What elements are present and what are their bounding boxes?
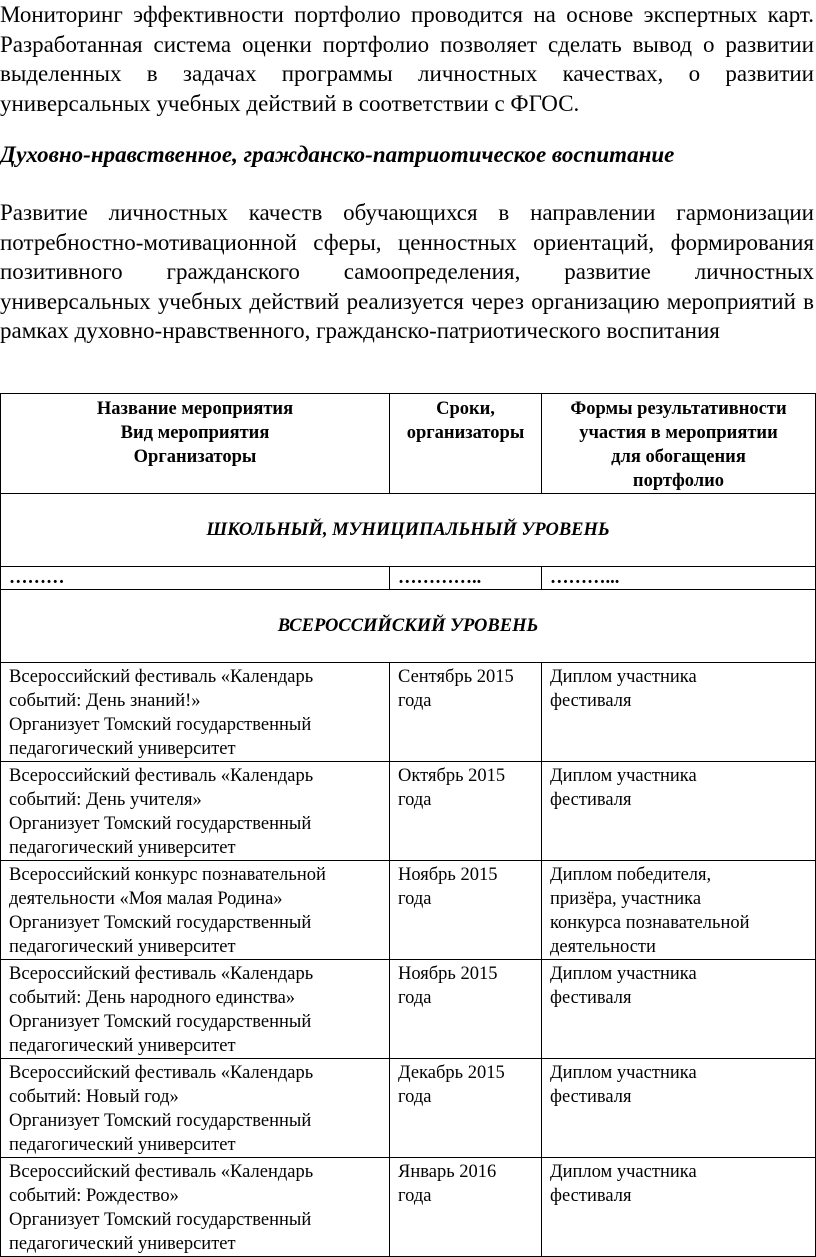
cell-line: Октябрь 2015	[398, 766, 506, 786]
cell-line: педагогический университет	[9, 838, 236, 858]
header-line: Организаторы	[133, 447, 257, 467]
cell-line: Всероссийский фестиваль «Календарь	[9, 1063, 314, 1083]
event-result-cell	[542, 1158, 816, 1257]
cell-line: Диплом участника	[550, 1162, 697, 1182]
event-rows	[1, 663, 816, 1257]
event-result-cell	[542, 960, 816, 1059]
header-line: участия в мероприятии	[579, 423, 778, 443]
header-line: Вид мероприятия	[120, 423, 270, 443]
events-table	[0, 393, 816, 1257]
level-title-school: ШКОЛЬНЫЙ, МУНИЦИПАЛЬНЫЙ УРОВЕНЬ	[1, 494, 816, 567]
cell-line: деятельности	[550, 937, 656, 957]
cell-line: Организует Томский государственный	[9, 1012, 312, 1032]
event-name-cell	[1, 762, 390, 861]
cell-line: событий: День народного единства»	[9, 988, 296, 1008]
header-results	[542, 394, 816, 494]
event-result-cell	[542, 663, 816, 762]
cell-line: года	[398, 790, 432, 810]
header-line: организаторы	[406, 423, 525, 443]
event-result-cell	[542, 1059, 816, 1158]
cell-line: Организует Томский государственный	[9, 1111, 312, 1131]
table-row	[1, 1158, 816, 1257]
cell-line: Всероссийский конкурс познавательной	[9, 865, 326, 885]
cell-line: фестиваля	[550, 691, 632, 711]
cell-line: конкурса познавательной	[550, 913, 750, 933]
event-result-cell	[542, 861, 816, 960]
cell-line: Ноябрь 2015	[398, 964, 498, 984]
cell-line: педагогический университет	[9, 1135, 236, 1155]
event-date-cell	[390, 960, 542, 1059]
cell-line: Диплом участника	[550, 667, 697, 687]
cell-line: Диплом победителя,	[550, 865, 712, 885]
cell-line: педагогический университет	[9, 1036, 236, 1056]
cell-line: Всероссийский фестиваль «Календарь	[9, 964, 314, 984]
event-date-cell	[390, 1059, 542, 1158]
event-name-cell	[1, 1158, 390, 1257]
header-line: Сроки,	[436, 399, 495, 419]
table-row	[1, 762, 816, 861]
placeholder-cell: ………	[1, 567, 390, 590]
cell-line: фестиваля	[550, 1186, 632, 1206]
event-name-cell	[1, 861, 390, 960]
cell-line: фестиваля	[550, 1087, 632, 1107]
cell-line: фестиваля	[550, 790, 632, 810]
cell-line: Диплом участника	[550, 766, 697, 786]
table-row	[1, 663, 816, 762]
cell-line: Всероссийский фестиваль «Календарь	[9, 766, 314, 786]
placeholder-row	[1, 567, 816, 590]
cell-line: Организует Томский государственный	[9, 913, 312, 933]
cell-line: года	[398, 691, 432, 711]
event-date-cell	[390, 1158, 542, 1257]
event-name-cell	[1, 960, 390, 1059]
cell-line: Организует Томский государственный	[9, 814, 312, 834]
placeholder-cell: ………...	[542, 567, 816, 590]
level-row-russia	[1, 590, 816, 663]
cell-line: Январь 2016	[398, 1162, 497, 1182]
cell-line: года	[398, 889, 432, 909]
cell-line: Ноябрь 2015	[398, 865, 498, 885]
header-line: Название мероприятия	[96, 399, 294, 419]
cell-line: Сентябрь 2015	[398, 667, 514, 687]
cell-line: фестиваля	[550, 988, 632, 1008]
table-header-row	[1, 394, 816, 494]
cell-line: года	[398, 1186, 432, 1206]
cell-line: Диплом участника	[550, 964, 697, 984]
cell-line: Организует Томский государственный	[9, 1210, 312, 1230]
cell-line: Организует Томский государственный	[9, 715, 312, 735]
event-date-cell	[390, 663, 542, 762]
event-date-cell	[390, 762, 542, 861]
table-row	[1, 960, 816, 1059]
header-line: для обогащения	[611, 447, 746, 467]
cell-line: Диплом участника	[550, 1063, 697, 1083]
placeholder-cell: …………..	[390, 567, 542, 590]
table-row	[1, 861, 816, 960]
event-date-cell	[390, 861, 542, 960]
cell-line: Всероссийский фестиваль «Календарь	[9, 667, 314, 687]
cell-line: педагогический университет	[9, 1234, 236, 1254]
header-event-name	[1, 394, 390, 494]
cell-line: педагогический университет	[9, 739, 236, 759]
body-paragraph: Развитие личностных качеств обучающихся в направлении гармонизации потребностно-мотивационной сферы, ценностных ориентаций, формирования позитивного гражданского самоопределения, развитие личностных универсальных учебных действий реализуется через организацию мероприятий в рамках духовно-нравственного, гражданско-патриотического воспитания	[0, 200, 814, 344]
event-name-cell	[1, 1059, 390, 1158]
event-name-cell	[1, 663, 390, 762]
intro-paragraph: Мониторинг эффективности портфолио проводится на основе экспертных карт. Разработанная система оценки портфолио позволяет сделать вывод о развитии выделенных в задачах программы личностных качествах, о развитии универсальных учебных действий в соответствии с ФГОС.	[0, 2, 814, 116]
cell-line: педагогический университет	[9, 937, 236, 957]
cell-line: событий: День знаний!»	[9, 691, 201, 711]
table-row	[1, 1059, 816, 1158]
cell-line: событий: Рождество»	[9, 1186, 179, 1206]
event-result-cell	[542, 762, 816, 861]
cell-line: деятельности «Моя малая Родина»	[9, 889, 283, 909]
header-dates	[390, 394, 542, 494]
cell-line: призёра, участника	[550, 889, 702, 909]
cell-line: года	[398, 1087, 432, 1107]
header-line: портфолио	[632, 471, 725, 491]
header-line: Формы результативности	[570, 399, 787, 419]
level-title-russia: ВСЕРОССИЙСКИЙ УРОВЕНЬ	[1, 590, 816, 663]
cell-line: событий: Новый год»	[9, 1087, 179, 1107]
section-heading: Духовно-нравственное, гражданско-патриотическое воспитание	[0, 142, 675, 167]
cell-line: Декабрь 2015	[398, 1063, 505, 1083]
cell-line: Всероссийский фестиваль «Календарь	[9, 1162, 314, 1182]
cell-line: событий: День учителя»	[9, 790, 202, 810]
level-row-school	[1, 494, 816, 567]
cell-line: года	[398, 988, 432, 1008]
